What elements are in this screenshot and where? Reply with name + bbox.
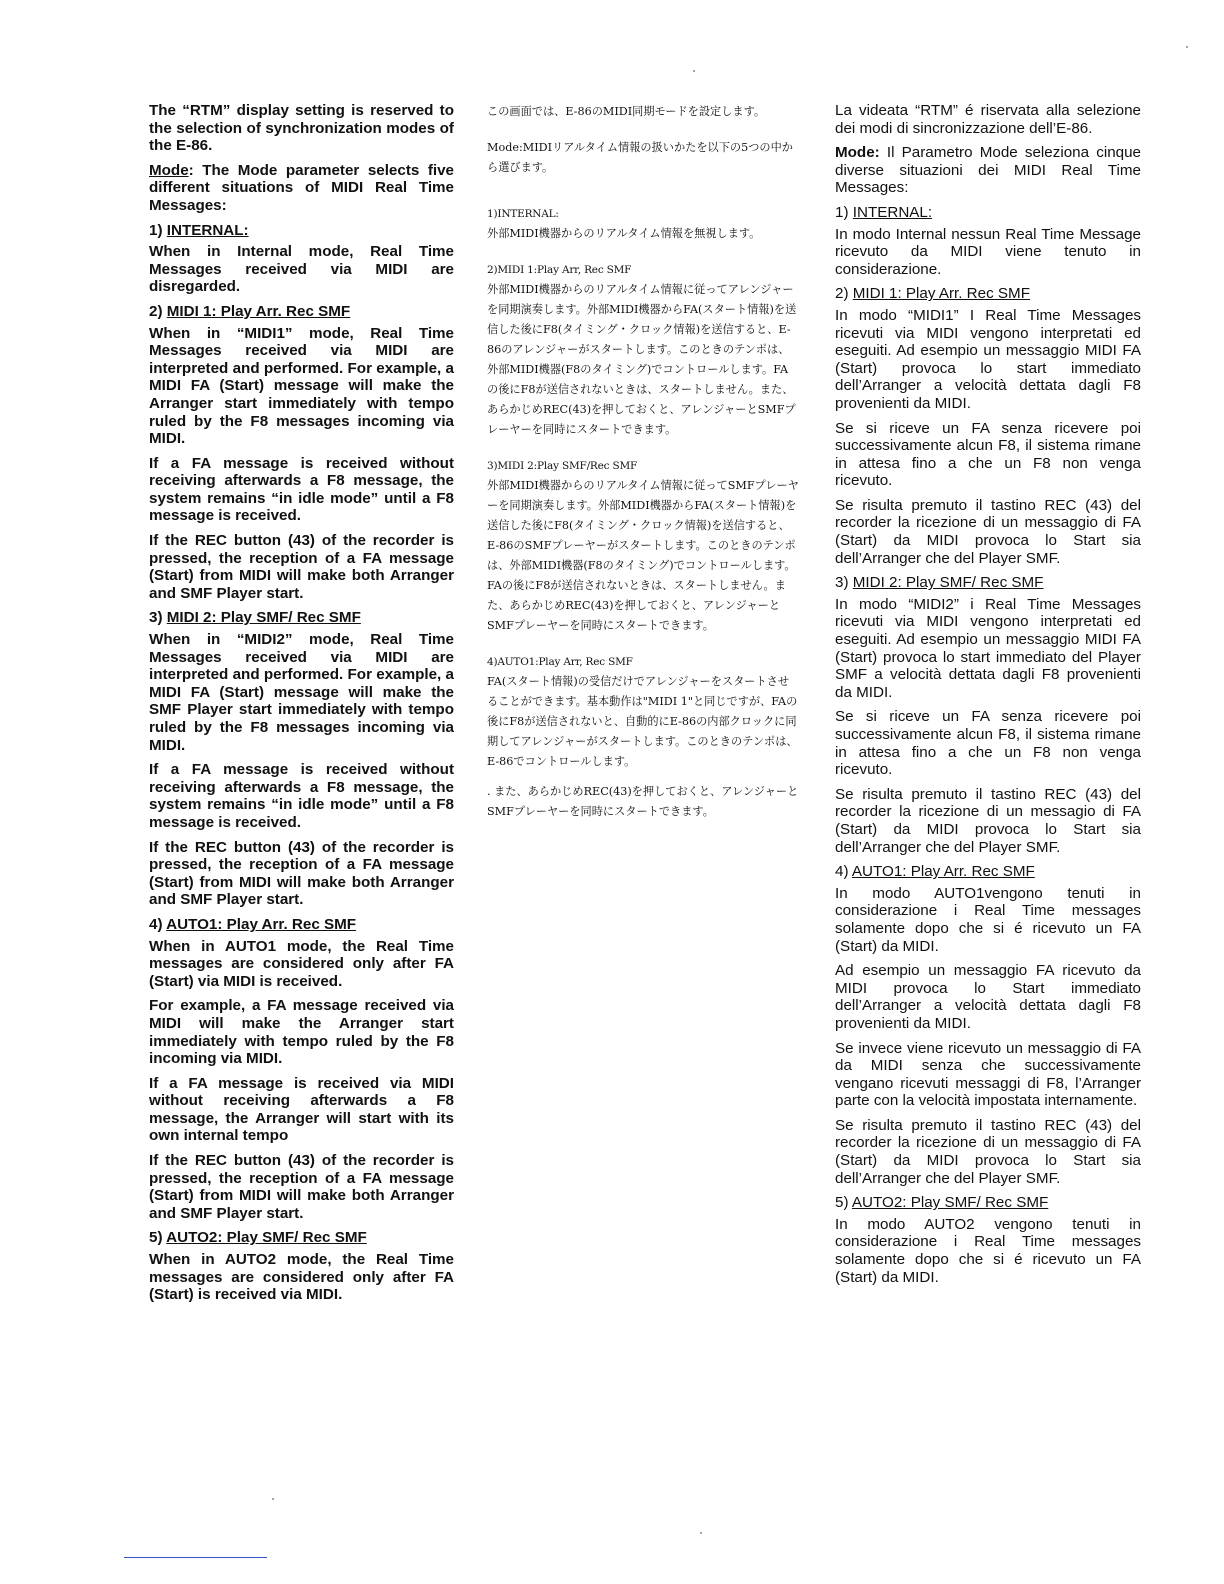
section-title: MIDI 2: Play SMF/ Rec SMF bbox=[166, 609, 361, 627]
english-paragraph: If a FA message is received via MIDI without receiving afterwards a F8 message, the Arranger will start with its own internal tempo bbox=[149, 1074, 454, 1145]
english-section-4 bbox=[149, 916, 454, 1223]
japanese-paragraph: 外部MIDI機器からのリアルタイム情報に従ってアレンジャーを同期演奏します。外部MIDI機器からFA(スタート情報)を送信した後にF8(タイミング・クロック情報)を送信すると、E-86のアレンジャーがスタートします。このときのテンポは、外部MIDI機器(F8のタイミング)でコントロールします。FAの後にF8が送信されないときは、スタートしません。また、あらかじめREC(43)を押しておくと、アレンジャーとSMFプレーヤーを同時にスタートできます。 bbox=[487, 283, 797, 436]
italian-section-4 bbox=[835, 863, 1141, 1187]
italian-section-heading bbox=[835, 285, 1141, 303]
scan-speck bbox=[700, 1532, 702, 1534]
english-paragraph: If the REC button (43) of the recorder is pressed, the reception of a FA message (Start) from MIDI will make both Arranger and SMF Player start. bbox=[149, 838, 454, 909]
italian-paragraph: Se invece viene ricevuto un messaggio di FA da MIDI senza che successivamente vengano ricevuti messaggi di F8, l’Arranger parte con la velocità impostata internamente. bbox=[835, 1039, 1141, 1110]
italian-paragraph: Ad esempio un messaggio FA ricevuto da MIDI provoca lo Start immediato dell’Arranger a velocità dettata dagli F8 provenienti da MIDI. bbox=[835, 962, 1141, 1032]
italian-paragraph: Se si riceve un FA senza ricevere poi successivamente alcun F8, il sistema rimane in attesa fino a che un F8 non venga ricevuto. bbox=[835, 419, 1141, 490]
section-number: 1) bbox=[835, 203, 849, 221]
section-title: AUTO1: Play Arr. Rec SMF bbox=[166, 915, 357, 933]
english-mode-label: Mode bbox=[149, 161, 189, 179]
section-number: 2) bbox=[835, 285, 849, 303]
english-intro: The “RTM” display setting is reserved to the selection of synchronization modes of the E-86. bbox=[149, 102, 454, 155]
english-paragraph: When in “MIDI1” mode, Real Time Messages received via MIDI are interpreted and performed. For example, a MIDI FA (Start) message will make the Arranger start immediately with tempo ruled by the F8 messages incoming via MIDI. bbox=[149, 324, 454, 448]
english-paragraph: When in AUTO2 mode, the Real Time messages are considered only after FA (Start) is received via MIDI. bbox=[149, 1251, 454, 1304]
english-section-1 bbox=[149, 222, 454, 296]
scan-speck bbox=[272, 1498, 274, 1500]
english-section-heading bbox=[149, 222, 454, 240]
english-mode-paragraph bbox=[149, 162, 454, 215]
section-number: 3) bbox=[149, 609, 163, 627]
section-number: 4) bbox=[149, 915, 163, 933]
english-paragraph: For example, a FA message received via MIDI will make the Arranger start immediately with tempo ruled by the F8 incoming via MIDI. bbox=[149, 997, 454, 1068]
italian-paragraph: In modo AUTO2 vengono tenuti in considerazione i Real Time messages solamente dopo che si é ricevuto un FA (Start) da MIDI. bbox=[835, 1215, 1141, 1286]
scan-speck bbox=[1186, 46, 1188, 48]
japanese-section-2 bbox=[487, 260, 799, 440]
japanese-section-3 bbox=[487, 456, 799, 636]
section-number: 4) bbox=[835, 863, 849, 881]
italian-section-heading bbox=[835, 574, 1141, 592]
italian-section-5 bbox=[835, 1194, 1141, 1286]
italian-intro: La videata “RTM” é riservata alla selezione dei modi di sincronizzazione dell’E-86. bbox=[835, 102, 1141, 137]
english-paragraph: When in Internal mode, Real Time Messages received via MIDI are disregarded. bbox=[149, 243, 454, 296]
section-title: MIDI 1: Play Arr. Rec SMF bbox=[852, 285, 1030, 303]
section-number: 3) bbox=[835, 574, 849, 592]
section-title: AUTO1: Play Arr. Rec SMF bbox=[851, 863, 1035, 881]
japanese-section-4 bbox=[487, 652, 799, 822]
japanese-paragraph: . また、あらかじめREC(43)を押しておくと、アレンジャーとSMFプレーヤーを同時にスタートできます。 bbox=[487, 785, 799, 818]
italian-section-3 bbox=[835, 574, 1141, 856]
japanese-section-1 bbox=[487, 204, 799, 244]
japanese-mode-paragraph: Mode:MIDIリアルタイム情報の扱いかたを以下の5つの中から選びます。 bbox=[487, 141, 793, 174]
japanese-column bbox=[487, 102, 799, 838]
italian-paragraph: Se si riceve un FA senza ricevere poi successivamente alcun F8, il sistema rimane in attesa fino a che un F8 non venga ricevuto. bbox=[835, 708, 1141, 779]
italian-paragraph: Se risulta premuto il tastino REC (43) del recorder la ricezione di un messaggio di FA (Start) da MIDI provoca lo Start sia dell’Arranger che del Player SMF. bbox=[835, 1116, 1141, 1187]
english-section-heading bbox=[149, 1229, 454, 1247]
italian-paragraph: In modo “MIDI1” I Real Time Messages ricevuti via MIDI vengono interpretati ed eseguiti. Ad esempio un messaggio MIDI FA (Start) provoca lo start immediato dell’Arranger a velocità dettata dagli F8 provenienti da MIDI. bbox=[835, 306, 1141, 412]
japanese-section-heading: 1)INTERNAL: bbox=[487, 208, 559, 220]
italian-section-heading bbox=[835, 204, 1141, 222]
section-number: 2) bbox=[149, 302, 163, 320]
english-paragraph: If the REC button (43) of the recorder is pressed, the reception of a FA message (Start) from MIDI will make both Arranger and SMF Player start. bbox=[149, 1152, 454, 1222]
english-mode-text: : The Mode parameter selects five different situations of MIDI Real Time Messages: bbox=[149, 161, 454, 214]
english-column bbox=[149, 102, 454, 1311]
section-number: 1) bbox=[149, 221, 163, 239]
japanese-section-heading: 4)AUTO1:Play Arr, Rec SMF bbox=[487, 656, 633, 668]
english-section-5 bbox=[149, 1229, 454, 1303]
section-title: AUTO2: Play SMF/ Rec SMF bbox=[851, 1194, 1049, 1212]
japanese-intro: この画面では、E-86のMIDI同期モードを設定します。 bbox=[487, 105, 766, 118]
japanese-paragraph: 外部MIDI機器からのリアルタイム情報に従ってSMFプレーヤーを同期演奏します。外部MIDI機器からFA(スタート情報)を送信した後にF8(タイミング・クロック情報)を送信すると、E-86のSMFプレーヤーがスタートします。このときのテンポは、外部MIDI機器(F8のタイミング)でコントロールします。FAの後にF8が送信されないときは、スタートしません。また、あらかじめREC(43)を押しておくと、アレンジャーとSMFプレーヤーを同時にスタートできます。 bbox=[487, 479, 799, 632]
italian-mode-label: Mode: bbox=[835, 144, 880, 162]
japanese-section-heading: 2)MIDI 1:Play Arr, Rec SMF bbox=[487, 264, 632, 276]
english-section-heading bbox=[149, 609, 454, 627]
italian-section-2 bbox=[835, 285, 1141, 567]
english-section-2 bbox=[149, 303, 454, 603]
english-section-heading bbox=[149, 303, 454, 321]
italian-paragraph: Se risulta premuto il tastino REC (43) del recorder la ricezione di un messaggio di FA (Start) da MIDI provoca lo Start sia dell’Arranger che del Player SMF. bbox=[835, 496, 1141, 567]
italian-section-heading bbox=[835, 1194, 1141, 1212]
italian-mode-paragraph bbox=[835, 144, 1141, 197]
scan-speck bbox=[693, 70, 695, 72]
english-paragraph: If a FA message is received without receiving afterwards a F8 message, the system remains “in idle mode” until a F8 message is received. bbox=[149, 454, 454, 525]
footer-rule bbox=[124, 1557, 267, 1558]
italian-column bbox=[835, 102, 1141, 1293]
italian-paragraph: In modo “MIDI2” i Real Time Messages ricevuti via MIDI vengono interpretati ed eseguiti. Ad esempio un messaggio MIDI FA (Start) provoca lo start immediato del Player SMF a velocità dettata dagli F8 provenienti da MIDI. bbox=[835, 595, 1141, 701]
section-title: INTERNAL: bbox=[852, 203, 933, 221]
italian-mode-text: Il Parametro Mode seleziona cinque diverse situazioni dei MIDI Real Time Messages: bbox=[835, 144, 1141, 197]
section-title: MIDI 1: Play Arr. Rec SMF bbox=[166, 302, 351, 320]
japanese-paragraph: 外部MIDI機器からのリアルタイム情報を無視します。 bbox=[487, 227, 761, 240]
section-title: AUTO2: Play SMF/ Rec SMF bbox=[166, 1229, 367, 1247]
japanese-section-heading: 3)MIDI 2:Play SMF/Rec SMF bbox=[487, 460, 638, 472]
italian-paragraph: In modo AUTO1vengono tenuti in considerazione i Real Time messages solamente dopo che si é ricevuto un FA (Start) da MIDI. bbox=[835, 884, 1141, 955]
section-title: MIDI 2: Play SMF/ Rec SMF bbox=[852, 574, 1044, 592]
japanese-paragraph: FA(スタート情報)の受信だけでアレンジャーをスタートさせることができます。基本動作は"MIDI 1"と同じですが、FAの後にF8が送信されないと、自動的にE-86の内部クロックに同期してアレンジャーがスタートします。このときのテンポは、E-86でコントロールします。 bbox=[487, 675, 798, 768]
english-paragraph: When in “MIDI2” mode, Real Time Messages received via MIDI are interpreted and performed. For example, a MIDI FA (Start) message will make the SMF Player start immediately with tempo ruled by the F8 messages incoming via MIDI. bbox=[149, 631, 454, 754]
english-paragraph: If a FA message is received without receiving afterwards a F8 message, the system remains “in idle mode” until a F8 message is received. bbox=[149, 761, 454, 831]
section-title: INTERNAL: bbox=[166, 221, 249, 239]
italian-paragraph: In modo Internal nessun Real Time Message ricevuto da MIDI viene tenuto in considerazione. bbox=[835, 225, 1141, 278]
italian-section-heading bbox=[835, 863, 1141, 881]
english-paragraph: When in AUTO1 mode, the Real Time messages are considered only after FA (Start) via MIDI is received. bbox=[149, 937, 454, 990]
section-number: 5) bbox=[149, 1229, 163, 1247]
english-paragraph: If the REC button (43) of the recorder is pressed, the reception of a FA message (Start) from MIDI will make both Arranger and SMF Player start. bbox=[149, 532, 454, 602]
english-section-3 bbox=[149, 609, 454, 909]
english-section-heading bbox=[149, 916, 454, 934]
section-number: 5) bbox=[835, 1194, 849, 1212]
italian-section-1 bbox=[835, 204, 1141, 278]
italian-paragraph: Se risulta premuto il tastino REC (43) del recorder la ricezione di un messagio di FA (Start) da MIDI provoca lo Start sia dell’Arranger che del Player SMF. bbox=[835, 785, 1141, 856]
